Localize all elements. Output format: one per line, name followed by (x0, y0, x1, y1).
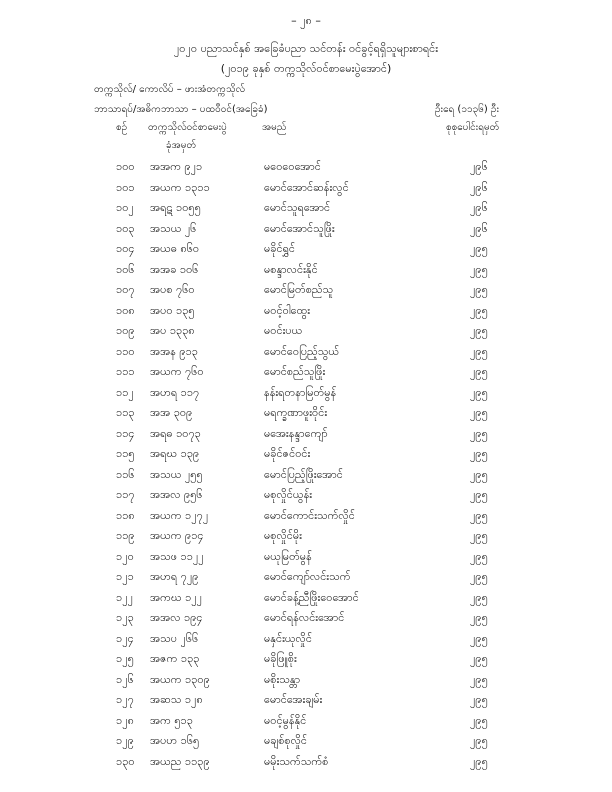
roll-number: အယက ၁၂၇၂ (150, 508, 209, 522)
table-row (0, 181, 612, 202)
total-score: ၂၉၅ (470, 611, 488, 624)
document-title: ၂၀၂၀ ပညာသင်နှစ် အခြေခံပညာ သင်တန်း ဝင်ခွင့်ရရှိသူများစာရင်း (173, 42, 439, 55)
table-row (0, 714, 612, 735)
total-score: ၂၉၅ (470, 590, 488, 604)
student-name: မဝေဝေအောင် (264, 160, 321, 173)
row-number: ၁၀၈ (116, 303, 135, 317)
student-name: မောင်ပြည့်ဖြိုးအောင် (264, 467, 343, 481)
table-row (0, 283, 612, 304)
roll-number: အအလ ၉၅၆ (150, 488, 203, 501)
roll-number: အအက ၉၂၁ (150, 160, 203, 173)
table-row (0, 591, 612, 612)
row-number: ၁၂၄ (116, 631, 134, 645)
roll-number: အဆသ ၁၂၈ (150, 693, 203, 706)
total-score: ၂၉၅ (470, 467, 488, 481)
table-row (0, 673, 612, 694)
table-row (0, 201, 612, 222)
student-name: မစုလှိုင်ယွန်း (264, 488, 313, 501)
table-row (0, 755, 612, 776)
total-score: ၂၉၆ (470, 180, 488, 194)
roll-number: အဟရ ၇၂၉ (150, 570, 199, 583)
row-number: ၁၂၁ (116, 570, 134, 583)
roll-number: အရဋ ၁၀၅၅ (150, 201, 201, 214)
total-score: ၂၉၅ (470, 344, 488, 358)
row-number: ၁၁၅ (116, 447, 135, 460)
roll-number: အကဃ ၁၂၂ (150, 590, 203, 604)
student-name: မရက္ခဏာဖူးဝိုင်း (264, 406, 328, 419)
total-score: ၂၉၅ (470, 426, 488, 440)
row-number: ၁၀၄ (116, 242, 135, 255)
total-score: ၂၉၅ (470, 754, 488, 768)
table-row (0, 345, 612, 366)
student-name: မောင်ဝေပြည့်သွယ် (264, 344, 340, 358)
row-number: ၁၀၃ (116, 221, 135, 235)
student-name: မယုမြတ်မွန် (264, 549, 312, 563)
page-number: – ၂၈ – (291, 14, 321, 27)
roll-number: အအခ ၁၀၆ (150, 262, 199, 276)
row-number: ၁၃၀ (116, 754, 135, 768)
roll-number: အယဓ ၈၆၀ (150, 242, 200, 255)
row-number: ၁၁၇ (116, 488, 135, 501)
roll-number: အပ၀ ၁၃၅ (150, 303, 195, 317)
student-name: မဝင်းပယ (264, 324, 303, 337)
table-row (0, 304, 612, 325)
row-number: ၁၁၉ (116, 529, 135, 542)
subject-label: ဘာသာရပ်/အဓိကဘာသာ – ပထဝီဝင်(အခြေခံ) (94, 104, 268, 115)
table-row (0, 365, 612, 386)
total-score: ၂၉၅ (470, 283, 488, 296)
student-name: မောင်အေးချမ်း (264, 693, 323, 706)
row-number: ၁၂၃ (116, 611, 134, 624)
total-score: ၂၉၅ (470, 324, 488, 337)
roll-number: အယက ၁၃၁၁ (150, 180, 210, 194)
total-score: ၂၉၅ (470, 693, 488, 706)
column-header-roll-sub: ခုံအမှတ် (166, 140, 197, 151)
student-name: မောင်ခန့်ညီဖြိုးဝေအောင် (264, 590, 359, 604)
table-row (0, 550, 612, 571)
row-number: ၁၁၀ (116, 344, 135, 358)
total-score: ၂၉၅ (470, 406, 488, 419)
table-row (0, 263, 612, 284)
total-score: ၂၉၆ (470, 221, 488, 235)
column-header-score: စုစုပေါင်းရမှတ် (446, 122, 500, 133)
table-row (0, 386, 612, 407)
total-score: ၂၉၆ (470, 201, 488, 214)
roll-number: အယက ၇၆၀ (150, 365, 204, 378)
table-row (0, 488, 612, 509)
row-number: ၁၀၇ (116, 283, 135, 296)
student-name: မခိုင်ရွှင် (264, 242, 295, 255)
total-score: ၂၉၅ (470, 242, 488, 255)
student-name: မဝင့်မွန်နိုင် (264, 713, 307, 727)
roll-number: အသယ ၂၆ (150, 221, 197, 235)
student-name: မနှင်းယုလှိုင် (264, 631, 312, 645)
row-number: ၁၂၇ (116, 693, 134, 706)
row-number: ၁၁၈ (116, 508, 135, 522)
row-number: ၁၁၂ (116, 385, 134, 399)
student-name: မောင်မြတ်စည်သူ (264, 283, 334, 296)
roll-number: အရဓ ၁၀၇၃ (150, 426, 201, 440)
roll-number: အသယ ၂၅၅ (150, 467, 203, 481)
table-row (0, 570, 612, 591)
table-row (0, 447, 612, 468)
total-score: ၂၉၅ (470, 365, 488, 378)
student-name: မောင်သူရအောင် (264, 201, 331, 214)
roll-number: အဇက ၁၃၃ (150, 652, 200, 665)
total-score: ၂၉၅ (470, 385, 488, 399)
total-score: ၂၉၅ (470, 447, 488, 460)
total-score: ၂၉၅ (470, 734, 488, 747)
table-row (0, 529, 612, 550)
roll-number: အယည ၁၁၃၉ (150, 754, 210, 768)
student-name: မောင်ကောင်းသက်လှိုင် (264, 508, 355, 522)
column-header-name: အမည် (262, 122, 287, 133)
table-row (0, 632, 612, 653)
student-name: မစုလှိုင်မိုး (264, 529, 302, 542)
row-number: ၁၀၂ (116, 201, 134, 214)
student-name: မချစ်စုလှိုင် (264, 734, 308, 747)
headcount-label: ဦးရေ (၁၁၃၆) ဦး (435, 104, 500, 115)
student-name: မအေးနန္ဒာကျော် (264, 426, 328, 440)
column-header-no: စဉ် (116, 122, 128, 133)
total-score: ၂၉၅ (470, 652, 488, 665)
student-name: မမိုးသက်သက်စံ (264, 754, 329, 768)
row-number: ၁၂၂ (116, 590, 133, 604)
student-name: နန်းရတနာမြတ်မွန် (264, 385, 337, 399)
table-row (0, 406, 612, 427)
document-subtitle: (၂၀၁၉ ခုနှစ် တက္ကသိုလ်ဝင်စာမေးပွဲအောင်) (220, 62, 392, 75)
table-row (0, 734, 612, 755)
row-number: ၁၁၆ (116, 467, 135, 481)
total-score: ၂၉၅ (470, 303, 488, 317)
row-number: ၁၂၀ (116, 549, 134, 563)
student-name: မစန္ဒာလင်းနိုင် (264, 262, 318, 276)
table-row (0, 611, 612, 632)
row-number: ၁၀၉ (116, 324, 135, 337)
roll-number: အပ ၁၃၃၈ (150, 324, 195, 337)
roll-number: အယက ၁၃၀၉ (150, 672, 210, 686)
total-score: ၂၉၅ (470, 488, 488, 501)
table-row (0, 242, 612, 263)
table-row (0, 468, 612, 489)
table-row (0, 509, 612, 530)
student-name: မောင်ကျော်လင်းသက် (264, 570, 351, 583)
row-number: ၁၂၉ (116, 734, 134, 747)
row-number: ၁၂၈ (116, 713, 134, 727)
total-score: ၂၉၅ (470, 713, 488, 727)
roll-number: အပဟ ၁၆၅ (150, 734, 200, 747)
row-number: ၁၂၅ (116, 652, 134, 665)
total-score: ၂၉၅ (470, 549, 488, 563)
total-score: ၂၉၅ (470, 262, 488, 276)
total-score: ၂၉၅ (470, 672, 488, 686)
student-name: မဝင့်ဝါထွေး (264, 303, 311, 317)
results-table (0, 160, 612, 775)
row-number: ၁၀၁ (116, 180, 135, 194)
student-name: မောင်အောင်သူဖြိုး (264, 221, 335, 235)
student-name: မစိုးသန္တာ (264, 672, 301, 686)
total-score: ၂၉၅ (470, 529, 488, 542)
column-header-roll: တက္ကသိုလ်ဝင်စာမေးပွဲ (148, 122, 227, 133)
total-score: ၂၉၅ (470, 570, 488, 583)
roll-number: အအလ ၁၉၄ (150, 611, 203, 624)
roll-number: အရဃ ၁၃၉ (150, 447, 200, 460)
roll-number: အက ၅၁၃ (150, 713, 193, 727)
roll-number: အပစ ၇၆၀ (150, 283, 195, 296)
row-number: ၁၁၄ (116, 426, 135, 440)
row-number: ၁၂၆ (116, 672, 134, 686)
table-row (0, 222, 612, 243)
student-name: မခိုဖြူစိုး (264, 652, 297, 665)
student-name: မခိုင်ဇင်ဝင်း (264, 447, 311, 460)
total-score: ၂၉၆ (470, 160, 488, 173)
roll-number: အဟရ ၁၁၇ (150, 385, 200, 399)
roll-number: အအန ၉၁၃ (150, 344, 198, 358)
table-row (0, 693, 612, 714)
student-name: မောင်အောင်ဆန်းလွင် (264, 180, 349, 194)
student-name: မောင်ရန်လင်းအောင် (264, 611, 345, 624)
table-row (0, 160, 612, 181)
university-label: တက္ကသိုလ်/ ကောလိပ် – ဖားအံတက္ကသိုလ် (94, 84, 245, 95)
roll-number: အယက ၉၁၄ (150, 529, 204, 542)
row-number: ၁၀၆ (116, 262, 135, 276)
total-score: ၂၉၅ (470, 631, 488, 645)
row-number: ၁၁၁ (116, 365, 135, 378)
table-row (0, 324, 612, 345)
row-number: ၁၁၃ (116, 406, 135, 419)
roll-number: အသဖ ၁၁၂၂ (150, 549, 204, 563)
table-row (0, 652, 612, 673)
roll-number: အသပ ၂၆၆ (150, 631, 199, 645)
row-number: ၁၀၀ (116, 160, 135, 173)
student-name: မောင်စည်သူဖြိုး (264, 365, 326, 378)
total-score: ၂၉၅ (470, 508, 488, 522)
table-row (0, 427, 612, 448)
roll-number: အအ ၃၀၉ (150, 406, 193, 419)
